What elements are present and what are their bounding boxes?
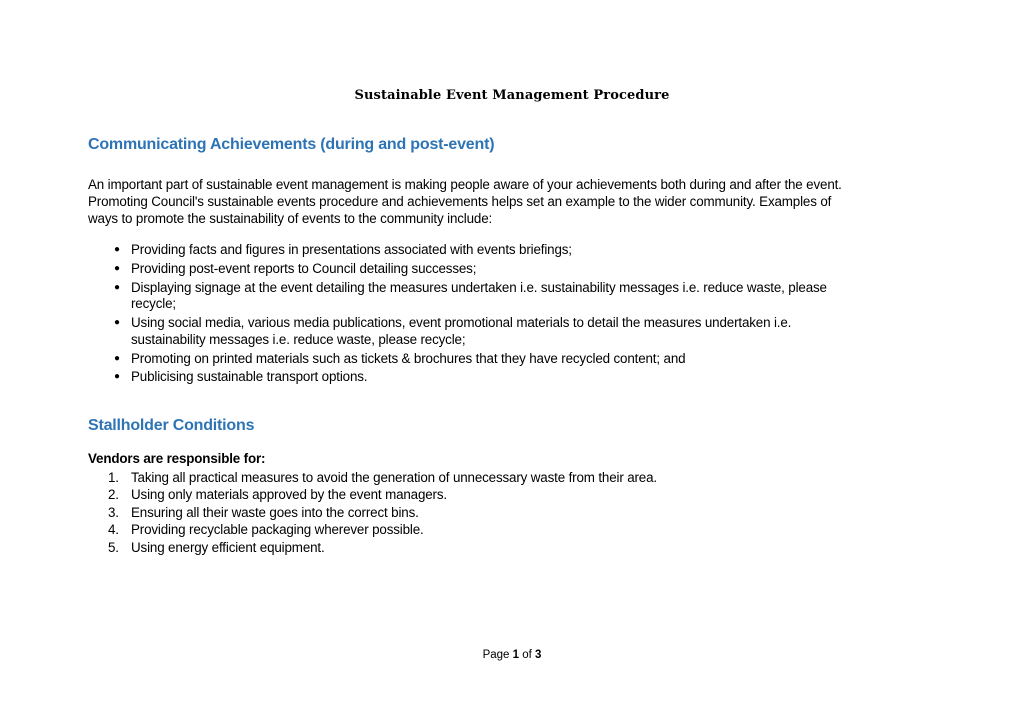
paragraph-line: Promoting Council's sustainable events procedure and achievements helps set an example to the wider community. Examples of (88, 194, 832, 209)
document-title: Sustainable Event Management Procedure (354, 88, 670, 103)
list-item-text: Providing recyclable packaging wherever possible. (131, 522, 424, 538)
bullet-icon: ● (114, 281, 120, 293)
list-item-number: 3. (108, 504, 119, 520)
list-item-text: Displaying signage at the event detailing the measures undertaken i.e. sustainability messages i.e. reduce waste, please (131, 279, 827, 295)
list-item-text: Promoting on printed materials such as tickets & brochures that they have recycled content; and (131, 350, 686, 366)
list-item (88, 261, 928, 278)
bullet-icon: ● (114, 244, 120, 255)
vendors-responsibility-label: Vendors are responsible for: (88, 451, 266, 466)
list-item-text: Taking all practical measures to avoid the generation of unnecessary waste from their area. (131, 470, 657, 485)
achievements-bullet-list (88, 242, 928, 388)
list-item-text: recycle; (131, 296, 176, 312)
list-item (88, 504, 928, 521)
list-item (88, 486, 928, 503)
list-item (88, 469, 928, 486)
section-heading-communicating-achievements: Communicating Achievements (during and post-event) (88, 136, 495, 153)
bullet-icon: ● (114, 262, 120, 274)
paragraph-line: ways to promote the sustainability of events to the community include: (88, 211, 493, 226)
section-heading-stallholder-conditions: Stallholder Conditions (88, 417, 255, 434)
of-label: of (522, 649, 532, 661)
list-item-text: Using social media, various media publications, event promotional materials to detail the measures undertaken i.e. (131, 315, 792, 331)
list-item-text: Providing facts and figures in presentations associated with events briefings; (131, 242, 572, 257)
list-item-number: 5. (108, 539, 119, 555)
list-item-number: 4. (108, 522, 119, 538)
intro-paragraph (88, 176, 928, 227)
list-item-number: 2. (108, 487, 119, 503)
list-item (88, 242, 928, 259)
list-item (88, 351, 928, 368)
list-item-text: Using energy efficient equipment. (131, 539, 325, 555)
list-item (88, 521, 928, 538)
list-item-text: Providing post-event reports to Council detailing successes; (131, 260, 477, 276)
bullet-icon: ● (114, 352, 120, 364)
list-item-text: sustainability messages i.e. reduce waste, please recycle; (131, 331, 466, 347)
bullet-icon: ● (114, 371, 120, 383)
list-item-text: Publicising sustainable transport options. (131, 369, 368, 385)
vendor-conditions-list (88, 469, 928, 556)
list-item (88, 315, 928, 348)
list-item (88, 280, 928, 313)
list-item-number: 1. (108, 470, 119, 485)
total-pages-number: 3 (535, 649, 542, 661)
bullet-icon: ● (114, 317, 120, 329)
list-item-text: Ensuring all their waste goes into the correct bins. (131, 504, 419, 520)
list-item-text: Using only materials approved by the event managers. (131, 487, 447, 503)
current-page-number: 1 (512, 649, 520, 661)
page-footer (0, 649, 1024, 661)
list-item (88, 539, 928, 556)
page-label: Page (482, 649, 510, 661)
paragraph-line: An important part of sustainable event management is making people aware of your achievements both during and after the event. (88, 177, 842, 192)
list-item (88, 369, 928, 386)
